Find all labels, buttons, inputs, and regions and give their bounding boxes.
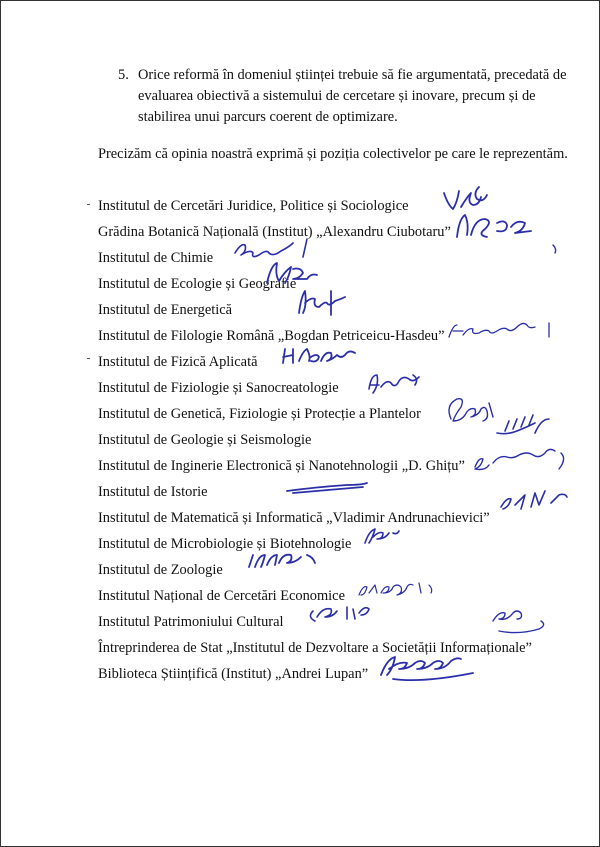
handwritten-signature [449, 399, 493, 421]
institution-item: Institutul de Ecologie și Geografie [98, 276, 297, 292]
handwritten-signature [359, 583, 432, 595]
institution-item: Institutul de Chimie [98, 250, 214, 266]
handwritten-signature [287, 483, 367, 493]
institution-item: Institutul Patrimoniului Cultural [98, 614, 284, 630]
handwritten-signature [249, 555, 315, 567]
ink-mark [553, 245, 556, 253]
handwritten-signature [369, 375, 419, 393]
handwritten-signature [475, 449, 564, 469]
point-text: Orice reformă în domeniul științei trebuie să fie argumentată, precedată de evaluarea obiectivă a sistemului de cercetare și inovare, precum și de stabilirea unui parcurs coerent de optimizare. [138, 67, 567, 125]
institution-item: Institutul de Filologie Română „Bogdan Petriceicu-Hasdeu” [98, 328, 445, 344]
handwritten-signature [235, 239, 307, 257]
signatures-layer [1, 1, 599, 846]
institution-item: Institutul de Zoologie [98, 562, 223, 578]
institution-item: Întreprinderea de Stat „Institutul de Dezvoltare a Societății Informaționale” [98, 640, 532, 656]
point-number: 5. [118, 67, 129, 83]
statement-paragraph: Precizăm că opinia noastră exprimă și poziția colectivelor pe care le reprezentăm. [98, 146, 568, 162]
institution-item: Institutul de Cercetări Juridice, Politice și Sociologice [98, 198, 409, 214]
institution-item: Institutul de Istorie [98, 484, 208, 500]
handwritten-signature [299, 291, 345, 315]
institution-item: Institutul de Matematică și Informatică „Vladimir Andrunachievici” [98, 510, 490, 526]
handwritten-signature [501, 491, 567, 509]
handwritten-signature [283, 349, 355, 363]
handwritten-signature [493, 611, 544, 633]
institution-item: Institutul de Microbiologie și Biotehnologie [98, 536, 352, 552]
institution-item: Institutul de Fiziologie și Sanocreatologie [98, 380, 339, 396]
handwritten-signature [444, 187, 531, 237]
institution-item: Institutul de Genetică, Fiziologie și Protecție a Plantelor [98, 406, 421, 422]
institution-item: Institutul de Geologie și Seismologie [98, 432, 312, 448]
institution-item: Institutul de Fizică Aplicată [98, 354, 258, 370]
institution-item: Institutul de Energetică [98, 302, 233, 318]
handwritten-signature [449, 323, 549, 337]
handwritten-signature [497, 415, 549, 434]
institution-item: Grădina Botanică Națională (Institut) „Alexandru Ciubotaru” [98, 224, 451, 240]
institution-item: Institutul Național de Cercetări Economice [98, 588, 345, 604]
handwritten-signature [365, 529, 399, 543]
handwritten-signature [267, 263, 317, 283]
institution-item: Institutul de Inginerie Electronică și Nanotehnologii „D. Ghițu” [98, 458, 465, 474]
handwritten-signature [381, 657, 473, 680]
institution-item: Biblioteca Științifică (Institut) „Andrei Lupan” [98, 666, 369, 682]
handwritten-signature [310, 607, 369, 621]
